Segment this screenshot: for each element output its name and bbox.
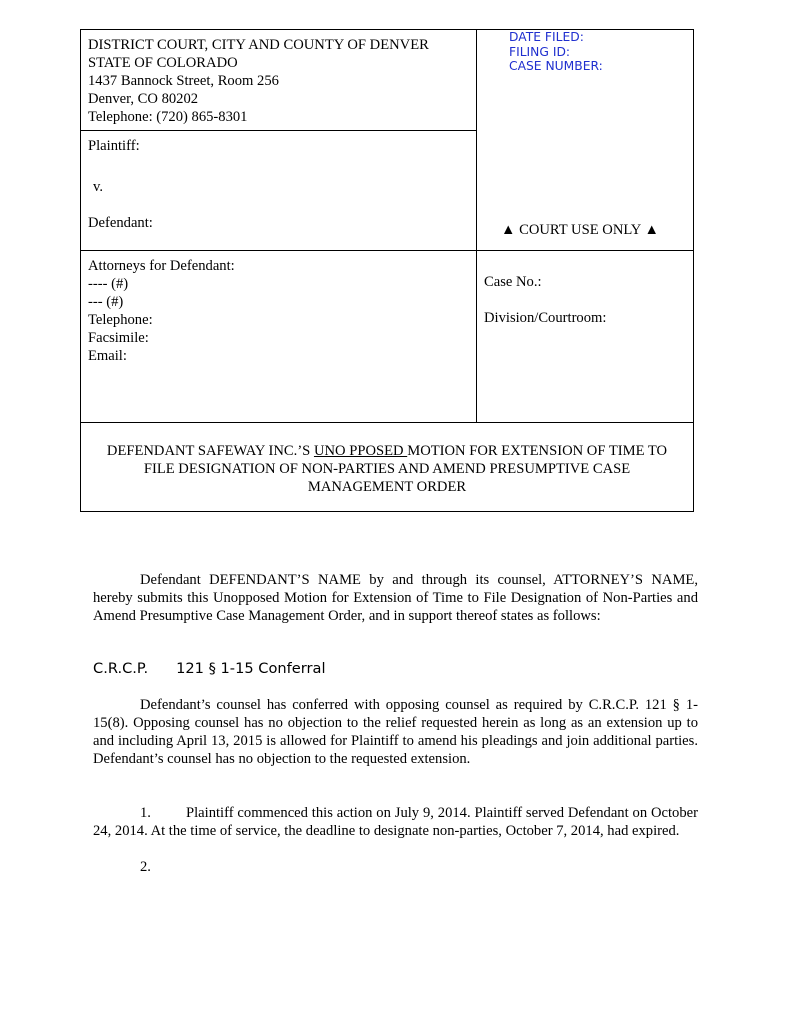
case-caption-table bbox=[80, 29, 694, 512]
plaintiff-label: Plaintiff: bbox=[88, 138, 140, 154]
defendant-label: Defendant: bbox=[88, 215, 153, 231]
division-label: Division/Courtroom: bbox=[484, 310, 607, 326]
court-use-cell bbox=[477, 30, 693, 250]
heading-rule: C.R.C.P. bbox=[93, 660, 149, 677]
attorneys-cell bbox=[81, 250, 477, 422]
heading-section: 121 § 1-15 Conferral bbox=[176, 660, 326, 677]
court-street: 1437 Bannock Street, Room 256 bbox=[88, 73, 279, 89]
court-use-only-label: ▲ COURT USE ONLY ▲ bbox=[501, 222, 659, 238]
versus-label: v. bbox=[93, 179, 103, 195]
paragraph-number: 1. bbox=[140, 805, 151, 821]
numbered-paragraph-1 bbox=[93, 804, 698, 840]
title-underlined: UNO PPOSED bbox=[313, 443, 408, 459]
title-suffix: MOTION FOR EXTENSION OF TIME TO FILE DESIGNATION OF NON-PARTIES AND AMEND PRESUMPTIVE CASE MANAGEMENT ORDER bbox=[143, 443, 668, 495]
court-name: DISTRICT COURT, CITY AND COUNTY OF DENVER bbox=[88, 37, 429, 53]
filing-id-label: FILING ID: bbox=[509, 44, 571, 59]
case-info-cell bbox=[477, 250, 693, 422]
numbered-paragraph-2: 2. bbox=[140, 859, 151, 875]
section-heading bbox=[93, 660, 326, 677]
intro-paragraph: Defendant DEFENDANT’S NAME by and through its counsel, ATTORNEY’S NAME, hereby submits this Unopposed Motion for Extension of Time to File Designation of Non-Parties and Amend Presumptive Case Management Order, and in support thereof states as follows: bbox=[93, 572, 698, 624]
attorneys-heading: Attorneys for Defendant: bbox=[88, 258, 235, 274]
court-info-cell bbox=[81, 30, 477, 131]
date-filed-label: DATE FILED: bbox=[509, 30, 584, 44]
court-state: STATE OF COLORADO bbox=[88, 55, 238, 71]
court-city: Denver, CO 80202 bbox=[88, 91, 199, 107]
conferral-paragraph: Defendant’s counsel has conferred with opposing counsel as required by C.R.C.P. 121 § 1-15(8). Opposing counsel has no objection to the relief requested herein as long as an extension up to and including April 13, 2015 is allowed for Plaintiff to amend his pleadings and join additional parties. Defendant’s counsel has no objection to the requested extension. bbox=[93, 697, 698, 767]
attorney-telephone: Telephone: bbox=[88, 312, 153, 328]
case-number-label: CASE NUMBER: bbox=[509, 59, 603, 73]
title-prefix: DEFENDANT SAFEWAY INC.’S bbox=[106, 443, 314, 459]
case-no-label: Case No.: bbox=[484, 274, 542, 290]
court-telephone: Telephone: (720) 865-8301 bbox=[88, 109, 248, 125]
motion-title bbox=[81, 422, 693, 511]
attorney-facsimile: Facsimile: bbox=[88, 330, 149, 346]
paragraph-text: Plaintiff commenced this action on July 9, 2014. Plaintiff served Defendant on October 24, 2014. At the time of service, the deadline to designate non-parties, October 7, 2014, had expired. bbox=[93, 805, 698, 839]
attorney-line: ---- (#) bbox=[88, 276, 129, 292]
attorney-line: --- (#) bbox=[88, 294, 124, 310]
attorney-email: Email: bbox=[88, 348, 127, 364]
parties-cell bbox=[81, 131, 477, 250]
